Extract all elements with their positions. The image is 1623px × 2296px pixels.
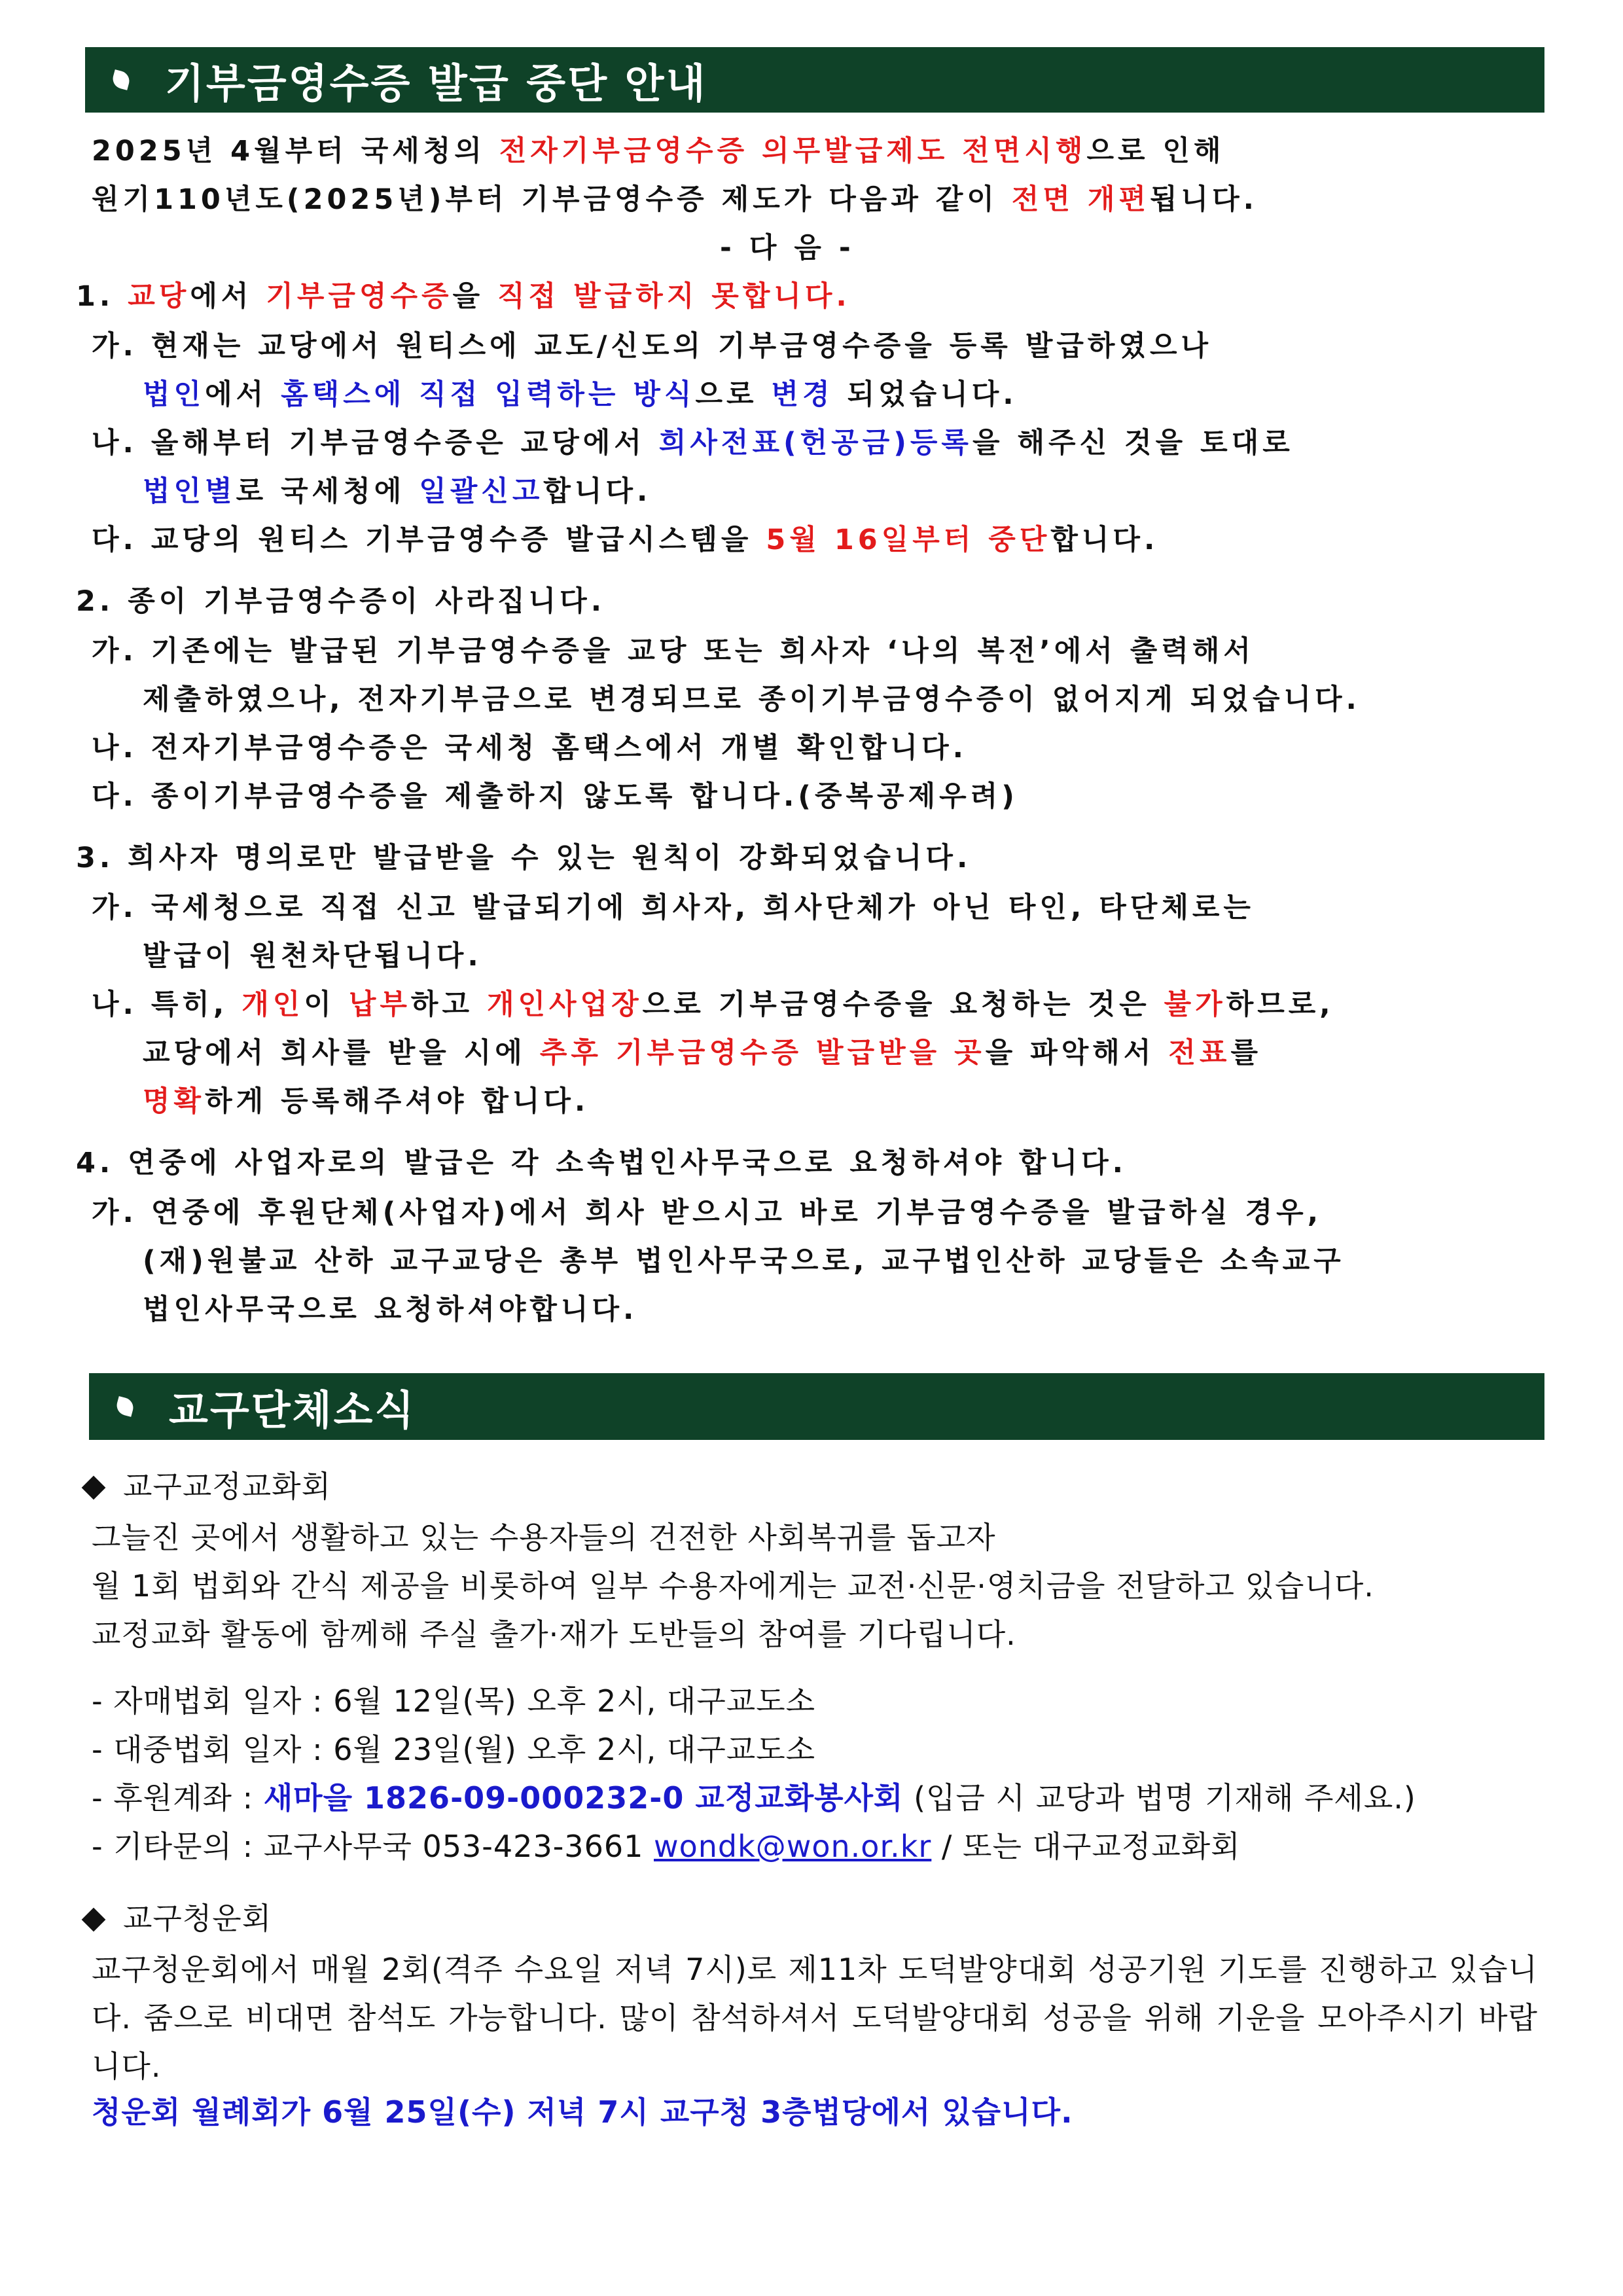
item4-ga-line1: 가. 연중에 후원단체(사업자)에서 희사 받으시고 바로 기부금영수증을 발급하실 경우, xyxy=(92,1196,1323,1229)
group1-bullet-2: - 대중법회 일자 : 6월 23일(월) 오후 2시, 대구교도소 xyxy=(92,1732,816,1767)
item1-ga-line1: 가. 현재는 교당에서 원티스에 교도/신도의 기부금영수증을 등록 발급하였으나 xyxy=(92,330,1213,363)
item4-ga-line3: 법인사무국으로 요청하셔야합니다. xyxy=(143,1293,638,1326)
group1-bullet-3: - 후원계좌 : 새마을 1826-09-000232-0 교정교화봉사회 (입금 시 교당과 법명 기재해 주세요.) xyxy=(92,1780,1416,1816)
item4-ga-line2: (재)원불교 산하 교구교당은 총부 법인사무국으로, 교구법인산하 교당들은 소속교구 xyxy=(143,1245,1345,1278)
item1-da-line1: 다. 교당의 원티스 기부금영수증 발급시스템을 5월 16일부터 중단합니다. xyxy=(92,524,1159,556)
item3-ga-line2: 발급이 원천차단됩니다. xyxy=(143,940,482,973)
group2-notice: 청운회 월례회가 6월 25일(수) 저녁 7시 교구청 3층법당에서 있습니다. xyxy=(92,2094,1073,2130)
diamond-bullet-icon xyxy=(82,1907,106,1931)
item3-na-line1: 나. 특히, 개인이 납부하고 개인사업장으로 기부금영수증을 요청하는 것은 불가하므로, xyxy=(92,988,1334,1021)
item2-da: 다. 종이기부금영수증을 제출하지 않도록 합니다.(중복공제우려) xyxy=(92,780,1018,813)
item1-heading: 1. 교당에서 기부금영수증을 직접 발급하지 못합니다. xyxy=(76,280,851,313)
group1-bullet-1: - 자매법회 일자 : 6월 12일(목) 오후 2시, 대구교도소 xyxy=(92,1683,816,1719)
item1-ga-line2: 법인에서 홈택스에 직접 입력하는 방식으로 변경 되었습니다. xyxy=(143,378,1018,411)
item3-na-line3: 명확하게 등록해주셔야 합니다. xyxy=(143,1085,590,1118)
section-title: 기부금영수증 발급 중단 안내 xyxy=(165,59,707,107)
section-header-donation-receipt xyxy=(85,47,1544,113)
intro-line-2: 원기110년도(2025년)부터 기부금영수증 제도가 다음과 같이 전면 개편됩니다. xyxy=(92,183,1258,216)
group2-paragraph: 교구청운회에서 매월 2회(격주 수요일 저녁 7시)로 제11차 도덕발양대회 성공기원 기도를 진행하고 있습니다. 줌으로 비대면 참석도 가능합니다. 많이 참석하셔서 도덕발양대회 성공을 위해 기운을 모아주시기 바랍니다. xyxy=(92,1952,1538,2084)
item2-heading: 2. 종이 기부금영수증이 사라집니다. xyxy=(76,585,606,618)
intro-center-label: - 다 음 - xyxy=(720,232,855,264)
item2-ga-line1: 가. 기존에는 발급된 기부금영수증을 교당 또는 희사자 ‘나의 복전’에서 출력해서 xyxy=(92,635,1255,668)
item2-ga-line2: 제출하였으나, 전자기부금으로 변경되므로 종이기부금영수증이 없어지게 되었습니다. xyxy=(143,683,1361,716)
item1-na-line1: 나. 올해부터 기부금영수증은 교당에서 희사전표(헌공금)등록을 해주신 것을 토대로 xyxy=(92,427,1294,459)
group1-heading: 교구교정교화회 xyxy=(76,1469,331,1505)
item4-heading: 4. 연중에 사업자로의 발급은 각 소속법인사무국으로 요청하셔야 합니다. xyxy=(76,1147,1127,1179)
group2-heading: 교구청운회 xyxy=(76,1901,272,1937)
item1-na-line2: 법인별로 국세청에 일괄신고합니다. xyxy=(143,475,652,508)
item3-heading: 3. 희사자 명의로만 발급받을 수 있는 원칙이 강화되었습니다. xyxy=(76,842,972,874)
leaf-bullet-icon xyxy=(111,69,134,91)
item2-na: 나. 전자기부금영수증은 국세청 홈택스에서 개별 확인합니다. xyxy=(92,732,967,764)
item3-ga-line1: 가. 국세청으로 직접 신고 발급되기에 희사자, 희사단체가 아닌 타인, 타단체로는 xyxy=(92,891,1255,924)
email-link[interactable]: wondk@won.or.kr xyxy=(654,1829,932,1864)
diamond-bullet-icon xyxy=(82,1475,106,1499)
item3-na-line2: 교당에서 희사를 받을 시에 추후 기부금영수증 발급받을 곳을 파악해서 전표를 xyxy=(143,1037,1262,1069)
group1-para-line2: 월 1회 법회와 간식 제공을 비롯하여 일부 수용자에게는 교전·신문·영치금을 전달하고 있습니다. xyxy=(92,1568,1374,1604)
intro-line-1: 2025년 4월부터 국세청의 전자기부금영수증 의무발급제도 전면시행으로 인해 xyxy=(92,135,1225,168)
group1-para-line3: 교정교화 활동에 함께해 주실 출가·재가 도반들의 참여를 기다립니다. xyxy=(92,1617,1016,1652)
group1-para-line1: 그늘진 곳에서 생활하고 있는 수용자들의 건전한 사회복귀를 돕고자 xyxy=(92,1520,996,1555)
section-title: 교구단체소식 xyxy=(169,1386,416,1434)
group1-bullet-4: - 기타문의 : 교구사무국 053-423-3661 wondk@won.or.kr / 또는 대구교정교화회 xyxy=(92,1829,1241,1864)
bank-account: 새마을 1826-09-000232-0 교정교화봉사회 xyxy=(263,1780,904,1816)
section-header-group-news xyxy=(89,1373,1544,1440)
leaf-bullet-icon xyxy=(115,1395,137,1418)
